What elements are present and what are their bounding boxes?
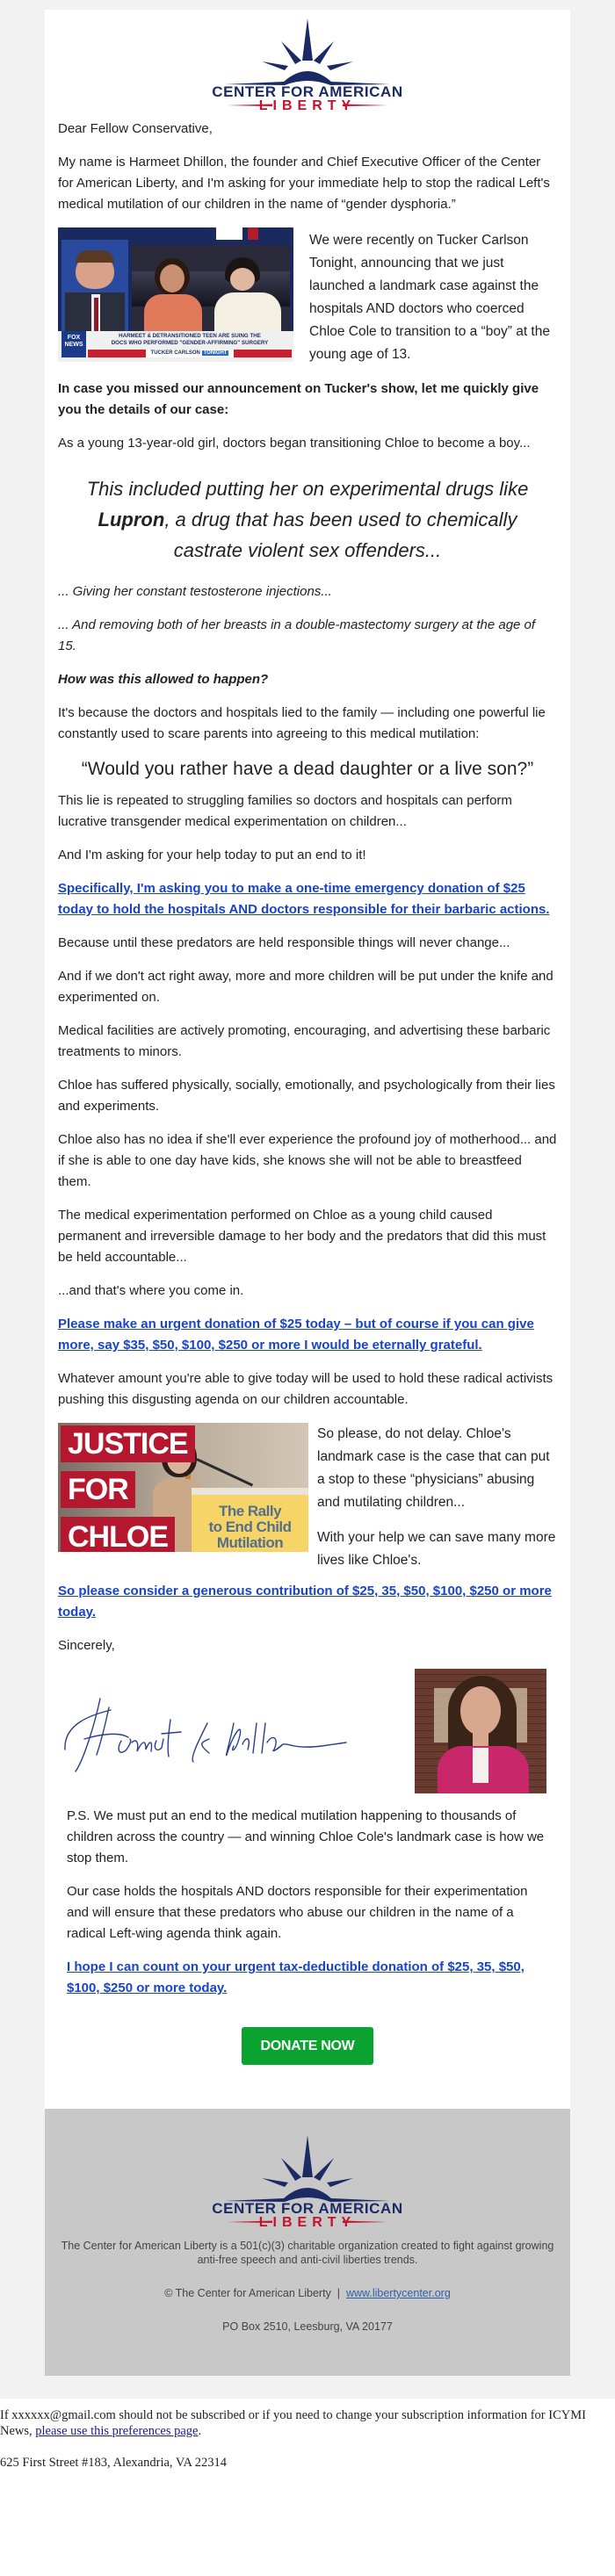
italic-mastectomy: ... And removing both of her breasts in a double-mastectomy surgery at the age of 15. xyxy=(58,617,536,653)
paragraph-save: With your help we can save many more lives like Chloe's. xyxy=(317,1530,556,1568)
donate-area xyxy=(58,2011,557,2109)
svg-text:LIBERTY: LIBERTY xyxy=(258,2215,357,2226)
liberty-crown-icon xyxy=(200,2132,415,2226)
dead-daughter-quote: “Would you rather have a dead daughter or a live son?” xyxy=(81,759,534,779)
paragraph-lie: This lie is repeated to struggling families so doctors and hospitals can perform lucrative transgender medical experimentation on children... xyxy=(58,793,512,829)
chyron-line-2: DOCS WHO PERFORMED "GENDER-AFFIRMING" SURGERY xyxy=(111,340,269,346)
preferences-page-link[interactable]: please use this preferences page xyxy=(35,2424,199,2438)
donate-now-button[interactable]: DONATE NOW xyxy=(242,2027,373,2065)
paragraph-because: It's because the doctors and hospitals lied to the family — including one powerful lie constantly used to scare parents into agreeing to this medical mutilation: xyxy=(58,705,546,741)
rally-sign: The Rally to End Child Mutilation xyxy=(192,1495,308,1552)
mailing-address: 625 First Street #183, Alexandria, VA 22314 xyxy=(0,2456,228,2470)
footer-copyright-line: © The Center for American Liberty | www.libertycenter.org xyxy=(164,2287,451,2299)
paragraph-whatever: Whatever amount you're able to give today will be used to hold these radical activists pushing this disgusting agenda on our children accountable. xyxy=(58,1371,554,1407)
paragraph-asking: And I'm asking for your help today to put an end to it! xyxy=(58,848,366,862)
email-card xyxy=(45,10,570,2376)
letter-body xyxy=(45,119,570,2109)
signature-image xyxy=(58,1688,348,1785)
bold-intro: In case you missed our announcement on Tucker's show, let me quickly give you the details of our case: xyxy=(58,381,539,417)
donation-link-4[interactable]: I hope I can count on your urgent tax-deductible donation of $25, 35, $50, $100, $250 or more today. xyxy=(67,1959,525,1995)
paragraph-suffered: Chloe has suffered physically, socially, emotionally, and psychologically from their lies and experiments. xyxy=(58,1078,555,1114)
show-bug: TUCKER CARLSON TONIGHT xyxy=(146,350,234,357)
footer-logo[interactable] xyxy=(200,2132,415,2226)
italic-testosterone: ... Giving her constant testosterone injections... xyxy=(58,584,332,599)
paragraph-motherhood: Chloe also has no idea if she'll ever experience the profound joy of motherhood... and if she is able to one day have kids, she knows she will not be able to breastfeed them. xyxy=(58,1132,557,1189)
paragraph-until: Because until these predators are held responsible things will never change... xyxy=(58,935,510,950)
paragraph-where: ...and that's where you come in. xyxy=(58,1283,244,1298)
paragraph-delay: So please, do not delay. Chloe's landmark case is the case that can put a stop to these “physicians” abusing and mutilating children... xyxy=(317,1426,550,1510)
closing: Sincerely, xyxy=(58,1638,115,1653)
website-link[interactable]: www.libertycenter.org xyxy=(345,2287,451,2299)
header-logo-area xyxy=(45,10,570,112)
justice-for-chloe-image xyxy=(58,1423,308,1552)
for-word: FOR xyxy=(61,1471,135,1508)
liberty-crown-icon xyxy=(200,15,415,110)
svg-text:LIBERTY: LIBERTY xyxy=(258,98,357,110)
donation-link-3[interactable]: So please consider a generous contribution of $25, 35, $50, $100, $250 or more today. xyxy=(58,1584,552,1620)
footer-description: The Center for American Liberty is a 501(c)(3) charitable organization created to fight against growing anti-free speech and anti-civil liberties trends. xyxy=(61,2240,554,2266)
question-heading: How was this allowed to happen? xyxy=(58,672,269,687)
tv-appearance-text: We were recently on Tucker Carlson Tonight, announcing that we just launched a landmark case against the hospitals AND doctors who coerced Chloe Cole to transition to a “boy” at the young age of 13. xyxy=(309,233,550,362)
center-for-american-liberty-logo[interactable] xyxy=(200,15,415,110)
justice-word: JUSTICE xyxy=(61,1425,195,1462)
postscript xyxy=(58,1806,557,1999)
lupron-pull-quote: This included putting her on experimental drugs like Lupron, a drug that has been used to chemically castrate violent sex offenders... xyxy=(86,478,529,561)
ps-paragraph-1: P.S. We must put an end to the medical mutilation happening to thousands of children across the country — and winning Chloe Cole's landmark case is how we stop them. xyxy=(67,1808,545,1865)
paragraph-young: As a young 13-year-old girl, doctors began transitioning Chloe to become a boy... xyxy=(58,436,531,451)
intro-paragraph: My name is Harmeet Dhillon, the founder and Chief Executive Officer of the Center for American Liberty, and I'm asking for your immediate help to stop the radical Left's medical mutilation of our children in the name of “gender dysphoria.” xyxy=(58,155,550,212)
donation-link-2[interactable]: Please make an urgent donation of $25 today – but of course if you can give more, say $35, $50, $100, $250 or more I would be eternally grateful. xyxy=(58,1317,534,1353)
svg-text:CENTER FOR AMERICAN: CENTER FOR AMERICAN xyxy=(212,83,403,100)
chyron-line-1: HARMEET & DETRANSITIONED TEEN ARE SUING THE xyxy=(119,333,261,339)
paragraph-act: And if we don't act right away, more and more children will be put under the knife and experimented on. xyxy=(58,969,554,1005)
email-footer xyxy=(45,2109,570,2376)
tucker-carlson-screenshot-image xyxy=(58,227,293,362)
signature-row xyxy=(58,1669,557,1793)
svg-text:CENTER FOR AMERICAN: CENTER FOR AMERICAN xyxy=(212,2200,403,2217)
harmeet-dhillon-photo xyxy=(415,1669,546,1793)
unsubscribe-notice: If xxxxxx@gmail.com should not be subscribed or if you need to change your subscription information for ICYMI News, please use this preferences page. xyxy=(0,2408,586,2438)
justice-for-chloe-row xyxy=(58,1423,557,1572)
fox-news-logo: FOX NEWS xyxy=(62,331,86,357)
footer-address: PO Box 2510, Leesburg, VA 20177 xyxy=(222,2320,393,2333)
paragraph-medical: Medical facilities are actively promoting, encouraging, and advertising these barbaric treatments to minors. xyxy=(58,1023,551,1059)
ps-paragraph-2: Our case holds the hospitals AND doctors responsible for their experimentation and will ensure that these predators who abuse our children in the name of a radical Left-wing agenda think again. xyxy=(67,1884,528,1941)
footer-logo-area xyxy=(54,2132,561,2239)
paragraph-experimentation: The medical experimentation performed on Chloe as a young child caused permanent and irreversible damage to her body and the predators that did this must be held accountable... xyxy=(58,1208,546,1265)
chloe-word: CHLOE xyxy=(61,1517,175,1552)
subscription-footer xyxy=(0,2399,615,2469)
tv-appearance-row xyxy=(58,227,557,366)
salutation: Dear Fellow Conservative, xyxy=(58,121,213,136)
donation-link-1[interactable]: Specifically, I'm asking you to make a one-time emergency donation of $25 today to hold the hospitals AND doctors responsible for their barbaric actions. xyxy=(58,881,550,917)
justice-text xyxy=(317,1423,557,1572)
